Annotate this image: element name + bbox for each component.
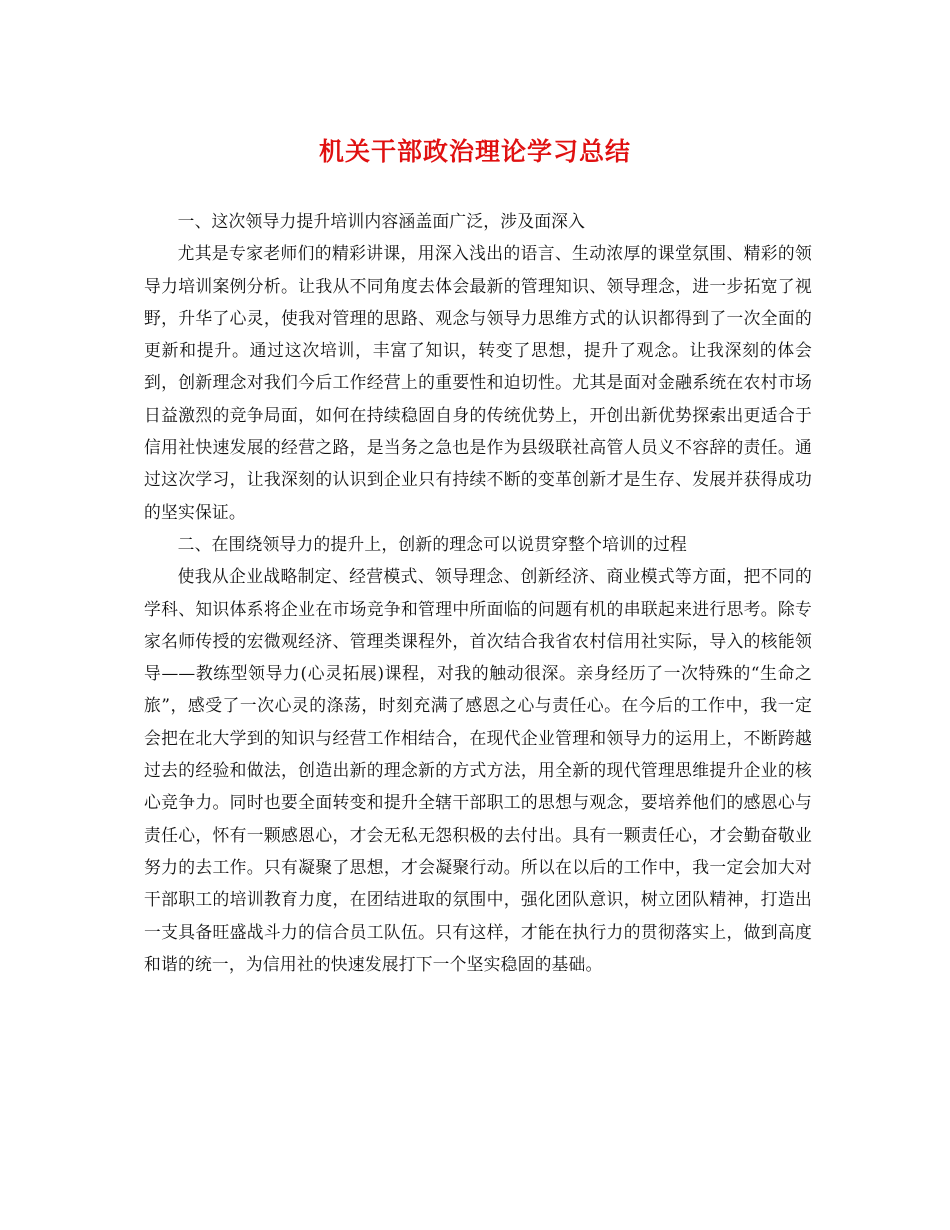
body-paragraph-2: 使我从企业战略制定、经营模式、领导理念、创新经济、商业模式等方面，把不同的学科、知识体系将企业在市场竞争和管理中所面临的问题有机的串联起来进行思考。除专家名师传授的宏微观经济、管理类课程外，首次结合我省农村信用社实际，导入的核能领导——教练型领导力(心灵拓展)课程，对我的触动很深。亲身经历了一次特殊的“生命之旅”，感受了一次心灵的涤荡，时刻充满了感恩之心与责任心。在今后的工作中，我一定会把在北大学到的知识与经营工作相结合，在现代企业管理和领导力的运用上，不断跨越过去的经验和做法，创造出新的理念新的方式方法，用全新的现代管理思维提升企业的核心竞争力。同时也要全面转变和提升全辖干部职工的思想与观念，要培养他们的感恩心与责任心，怀有一颗感恩心，才会无私无怨积极的去付出。具有一颗责任心，才会勤奋敬业努力的去工作。只有凝聚了思想，才会凝聚行动。所以在以后的工作中，我一定会加大对干部职工的培训教育力度，在团结进取的氛围中，强化团队意识，树立团队精神，打造出一支具备旺盛战斗力的信合员工队伍。只有这样，才能在执行力的贯彻落实上，做到高度和谐的统一，为信用社的快速发展打下一个坚实稳固的基础。 [144, 566, 812, 974]
section-heading-2: 二、在围绕领导力的提升上，创新的理念可以说贯穿整个培训的过程 [177, 533, 688, 554]
body-paragraph-1: 尤其是专家老师们的精彩讲课，用深入浅出的语言、生动浓厚的课堂氛围、精彩的领导力培训案例分析。让我从不同角度去体会最新的管理知识、领导理念，进一步拓宽了视野，升华了心灵，使我对管理的思路、观念与领导力思维方式的认识都得到了一次全面的更新和提升。通过这次培训，丰富了知识，转变了思想，提升了观念。让我深刻的体会到，创新理念对我们今后工作经营上的重要性和迫切性。尤其是面对金融系统在农村市场日益激烈的竞争局面，如何在持续稳固自身的传统优势上，开创出新优势探索出更适合于信用社快速发展的经营之路，是当务之急也是作为县级联社高管人员义不容辞的责任。通过这次学习，让我深刻的认识到企业只有持续不断的变革创新才是生存、发展并获得成功的坚实保证。 [144, 243, 812, 522]
document-body [144, 205, 812, 980]
document-title: 机关干部政治理论学习总结 [318, 137, 631, 166]
section-heading-1: 一、这次领导力提升培训内容涵盖面广泛，涉及面深入 [177, 211, 586, 231]
